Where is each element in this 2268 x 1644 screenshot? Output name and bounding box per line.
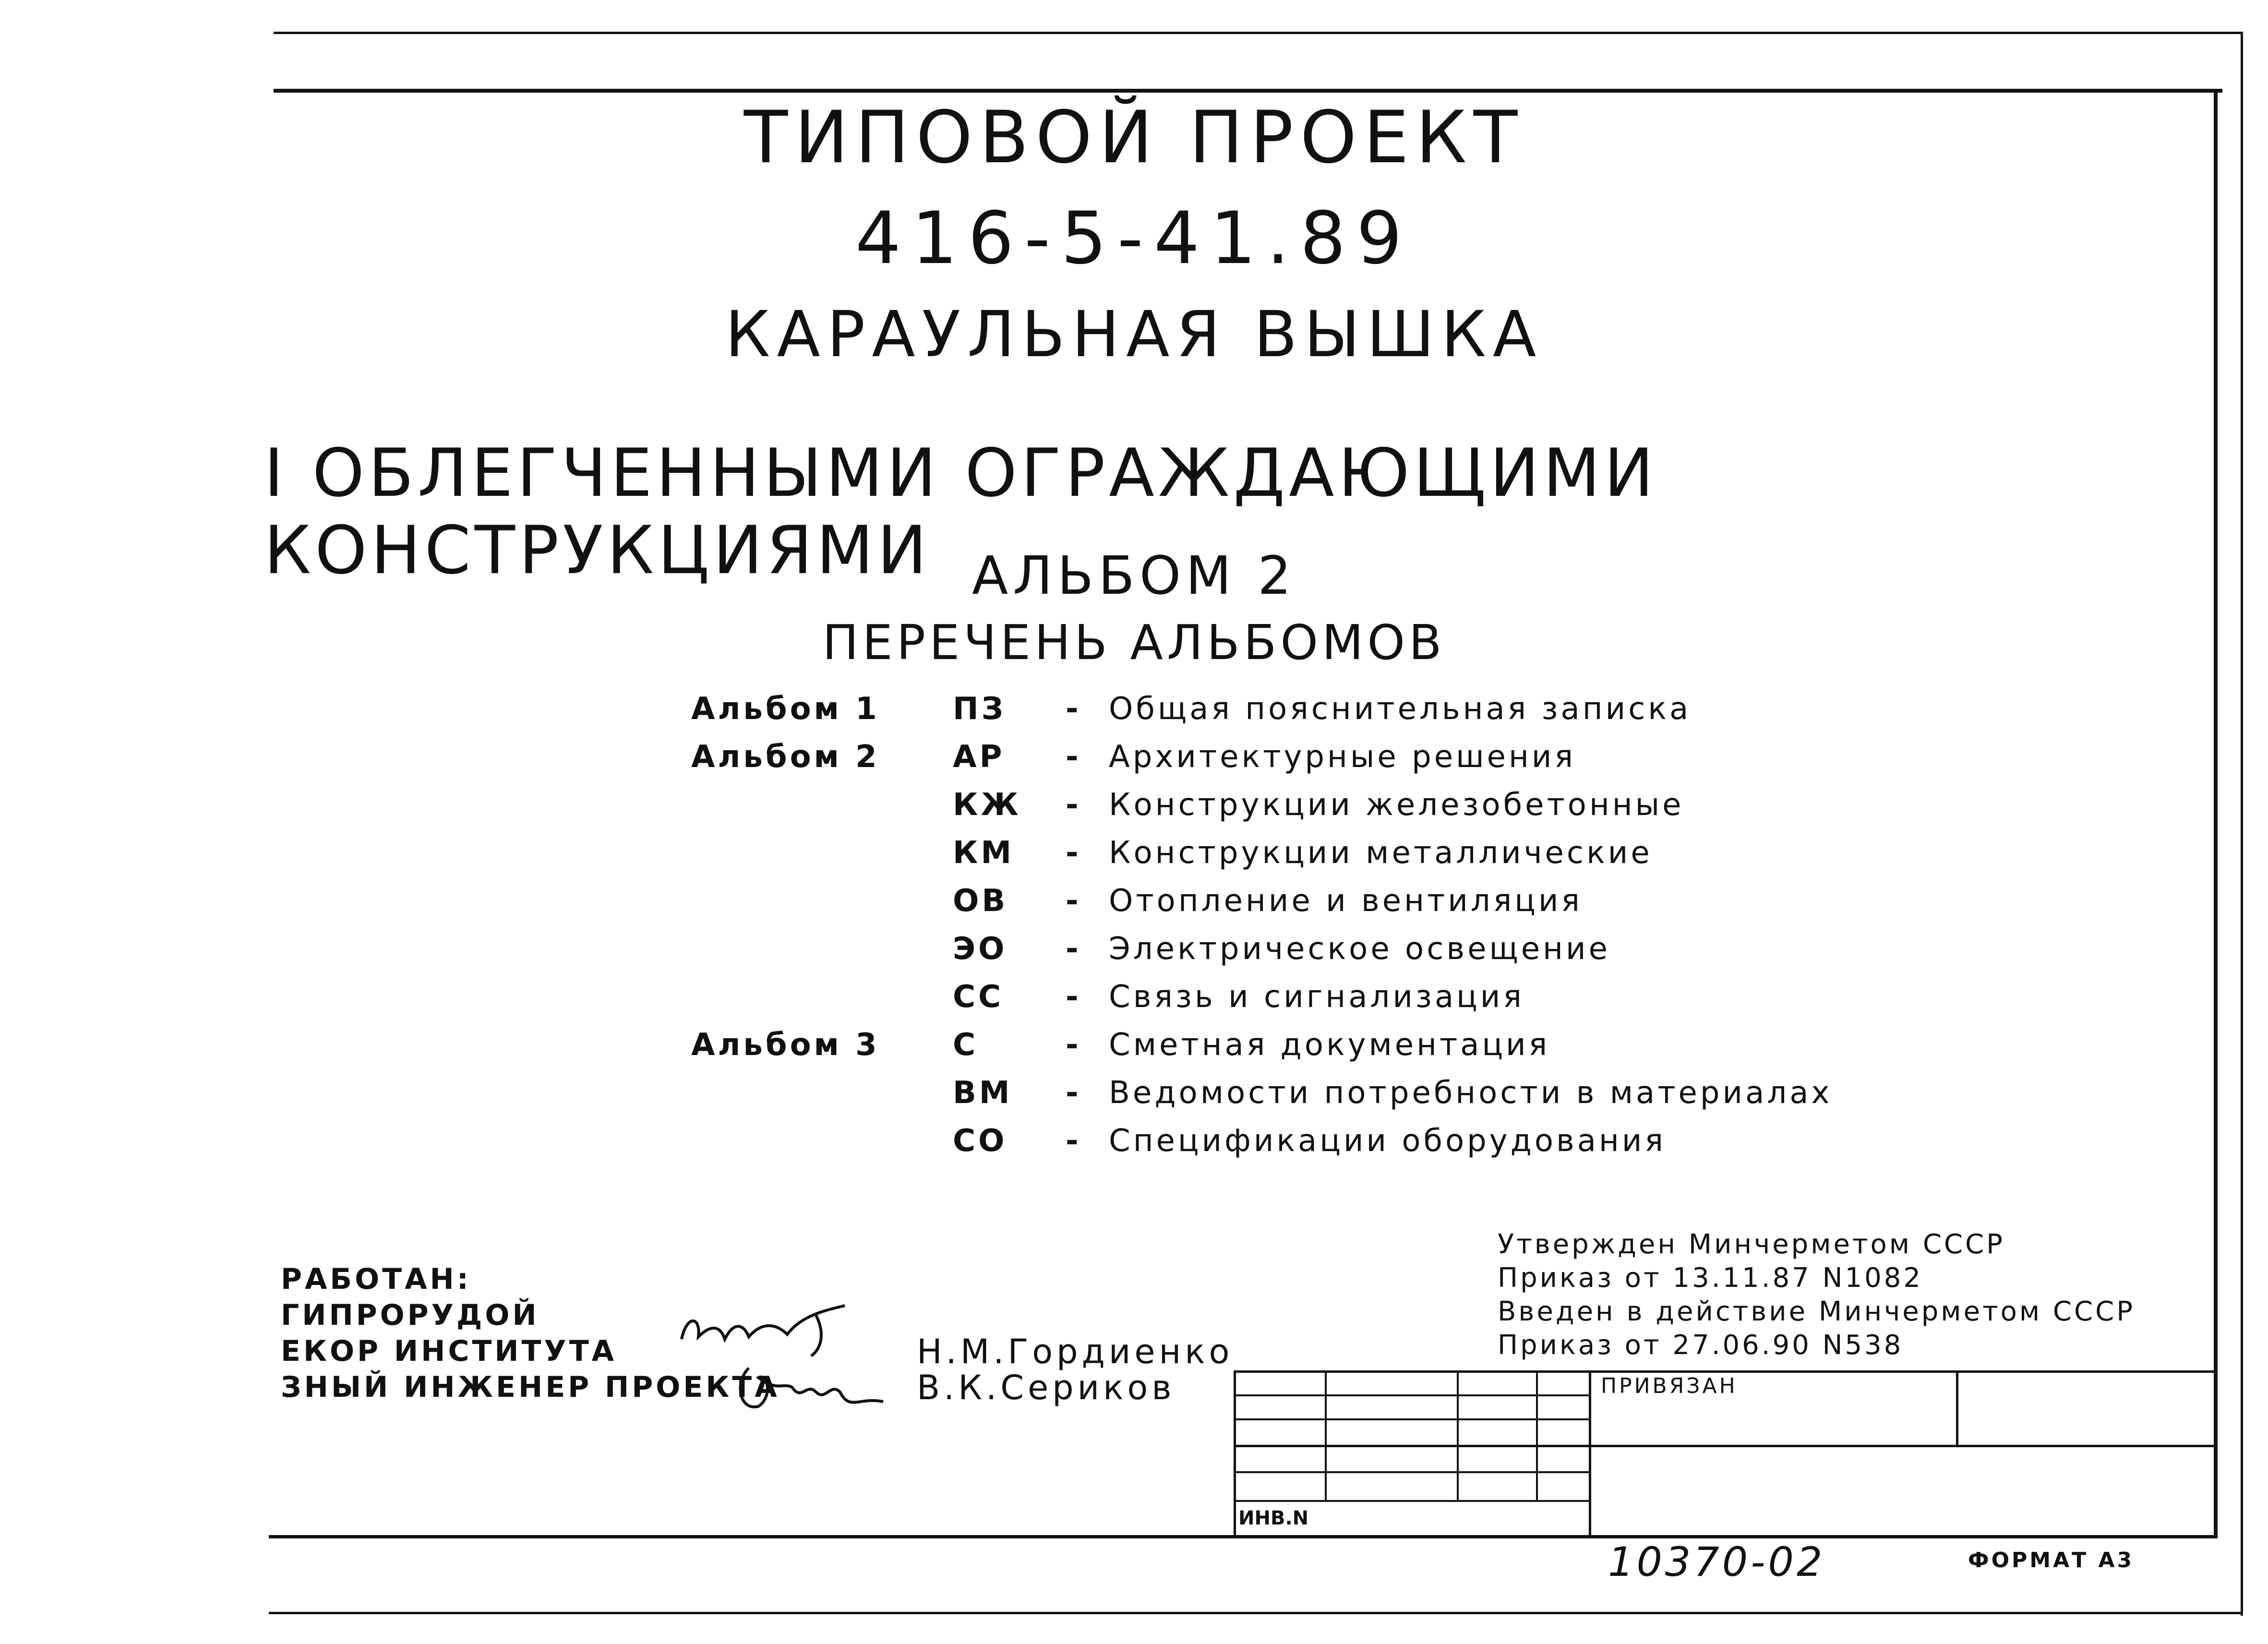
album-dash: - xyxy=(1066,739,1081,775)
album-desc: Спецификации оборудования xyxy=(1109,1123,1666,1159)
title-album-list: ПЕРЕЧЕНЬ АЛЬБОМОВ xyxy=(822,614,1446,671)
album-code: СС xyxy=(953,979,1004,1015)
album-label: Альбом 1 xyxy=(691,691,880,727)
album-code: КМ xyxy=(953,835,1014,871)
title-type-project: ТИПОВОЙ ПРОЕКТ xyxy=(744,96,1524,180)
album-code: ОВ xyxy=(953,883,1008,919)
approval-line-4: Приказ от 27.06.90 N538 xyxy=(1498,1330,1904,1361)
inner-frame-bottom xyxy=(269,1535,2218,1538)
stamp-privyazan: ПРИВЯЗАН xyxy=(1601,1374,1738,1398)
album-desc: Связь и сигнализация xyxy=(1109,979,1524,1015)
chief-engineer-title: ЗНЫЙ ИНЖЕНЕР ПРОЕКТА xyxy=(281,1370,780,1404)
stamp-inventory-number: ИНВ.N xyxy=(1238,1507,1309,1529)
album-desc: Сметная документация xyxy=(1109,1027,1550,1063)
title-object: КАРАУЛЬНАЯ ВЫШКА xyxy=(725,298,1543,372)
chief-engineer-name: В.К.Сериков xyxy=(917,1368,1176,1407)
album-code: АР xyxy=(953,739,1005,775)
album-dash: - xyxy=(1066,691,1081,727)
outer-frame-top xyxy=(274,32,2242,34)
album-desc: Архитектурные решения xyxy=(1109,739,1576,775)
approval-line-2: Приказ от 13.11.87 N1082 xyxy=(1498,1262,1923,1294)
album-code: СО xyxy=(953,1123,1008,1159)
album-code: ПЗ xyxy=(953,691,1007,727)
signature-director xyxy=(672,1296,854,1363)
album-code: КЖ xyxy=(953,787,1021,823)
frame-bottom-outer xyxy=(269,1612,2242,1614)
album-dash: - xyxy=(1066,979,1081,1015)
album-dash: - xyxy=(1066,787,1081,823)
document-number: 10370-02 xyxy=(1608,1538,1825,1585)
album-desc: Конструкции металлические xyxy=(1109,835,1653,871)
title-album: АЛЬБОМ 2 xyxy=(972,545,1296,606)
director-title: ЕКОР ИНСТИТУТА xyxy=(281,1334,617,1368)
album-label: Альбом 2 xyxy=(691,739,880,775)
album-dash: - xyxy=(1066,1027,1081,1063)
album-desc: Конструкции железобетонные xyxy=(1109,787,1684,823)
album-desc: Общая пояснительная записка xyxy=(1109,691,1692,727)
approval-line-1: Утвержден Минчерметом СССР xyxy=(1498,1229,2005,1260)
sheet-format: ФОРМАТ А3 xyxy=(1968,1548,2135,1572)
signature-chief-engineer xyxy=(730,1354,888,1426)
album-desc: Ведомости потребности в материалах xyxy=(1109,1075,1833,1111)
developer-label: РАБОТАН: xyxy=(281,1262,471,1296)
album-dash: - xyxy=(1066,1123,1081,1159)
album-code: С xyxy=(953,1027,978,1063)
album-dash: - xyxy=(1066,883,1081,919)
album-code: ВМ xyxy=(953,1075,1013,1111)
album-label: Альбом 3 xyxy=(691,1027,880,1063)
inner-frame-top xyxy=(274,89,2222,93)
director-name: Н.М.Гордиенко xyxy=(917,1332,1234,1371)
album-desc: Отопление и вентиляция xyxy=(1109,883,1583,919)
approval-line-3: Введен в действие Минчерметом СССР xyxy=(1498,1296,2136,1327)
album-dash: - xyxy=(1066,931,1081,967)
album-desc: Электрическое освещение xyxy=(1109,931,1610,967)
title-project-number: 416-5-41.89 xyxy=(855,197,1413,280)
album-dash: - xyxy=(1066,1075,1081,1111)
album-code: ЭО xyxy=(953,931,1008,967)
album-dash: - xyxy=(1066,835,1081,871)
title-subtitle: I ОБЛЕГЧЕННЫМИ ОГРАЖДАЮЩИМИ КОНСТРУКЦИЯМИ xyxy=(264,434,1657,589)
developer-org: ГИПРОРУДОЙ xyxy=(281,1298,540,1332)
